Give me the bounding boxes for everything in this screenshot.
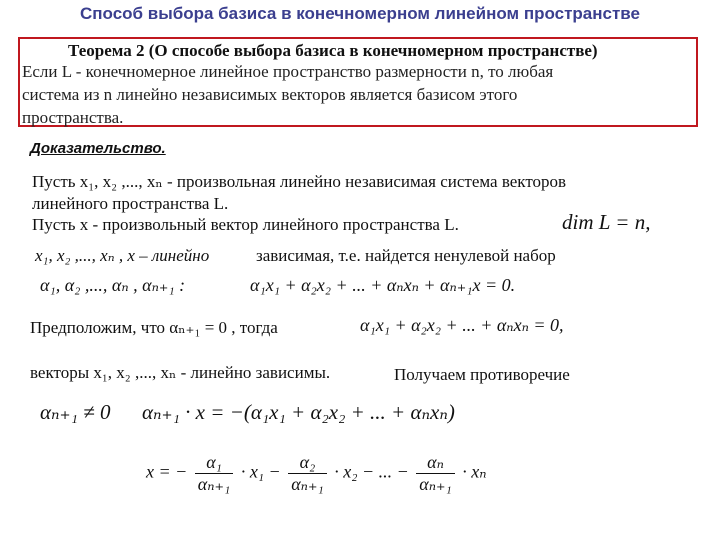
- final-lhs: x = −: [146, 461, 188, 482]
- contradiction-text: Получаем противоречие: [394, 365, 570, 384]
- fraction-2-denominator: αₙ₊₁: [291, 474, 324, 494]
- fraction-1: [195, 452, 234, 495]
- dimension-formula: dim L = n,: [562, 210, 651, 234]
- proof-line-3: Пусть x - произвольный вектор линейного пространства L.: [32, 215, 459, 234]
- slide-title: Способ выбора базиса в конечномерном линейном пространстве: [80, 4, 640, 23]
- final-term-1: · x₁ −: [240, 461, 281, 482]
- proof-label: Доказательство.: [30, 140, 166, 157]
- expressed-equation: αₙ₊₁ · x = −(α₁x₁ + α₂x₂ + ... + αₙxₙ): [142, 400, 455, 424]
- proof-line-2: линейного пространства L.: [32, 194, 229, 213]
- final-term-2: · x₂ − ... −: [334, 461, 409, 482]
- assumption-text: Предположим, что αₙ₊₁ = 0 , тогда: [30, 318, 278, 337]
- vector-system: x₁, x₂ ,..., xₙ , x – линейно: [35, 246, 210, 265]
- fraction-1-denominator: αₙ₊₁: [197, 474, 231, 494]
- coefficient-set: α₁, α₂ ,..., αₙ , αₙ₊₁ :: [40, 275, 186, 295]
- proof-line-1: Пусть x₁, x₂ ,..., xₙ - произвольная линейно независимая система векторов: [32, 172, 567, 191]
- dependent-vectors-text: векторы x₁, x₂ ,..., xₙ - линейно зависимы.: [30, 363, 331, 382]
- fraction-2-numerator: α₂: [288, 452, 327, 474]
- linear-combination-equation: α₁x₁ + α₂x₂ + ... + αₙxₙ + αₙ₊₁x = 0.: [250, 275, 516, 295]
- theorem-line-1: Если L - конечномерное линейное пространство размерности n, то любая: [22, 62, 554, 81]
- dependence-statement: зависимая, т.е. найдется ненулевой набор: [256, 246, 556, 265]
- final-term-3: · xₙ: [462, 461, 487, 482]
- theorem-heading: Теорема 2 (О способе выбора базиса в конечномерном пространстве): [68, 41, 598, 60]
- fraction-3-denominator: αₙ₊₁: [419, 474, 452, 494]
- final-formula: [146, 452, 487, 495]
- theorem-line-3: пространства.: [22, 108, 124, 127]
- fraction-1-numerator: α₁: [195, 452, 234, 474]
- fraction-3: [416, 452, 455, 495]
- fraction-3-numerator: αₙ: [416, 452, 455, 474]
- reduced-equation: α₁x₁ + α₂x₂ + ... + αₙxₙ = 0,: [360, 315, 564, 335]
- nonzero-coefficient: αₙ₊₁ ≠ 0: [40, 400, 111, 424]
- fraction-2: [288, 452, 327, 495]
- theorem-line-2: система из n линейно независимых векторов является базисом этого: [22, 85, 518, 104]
